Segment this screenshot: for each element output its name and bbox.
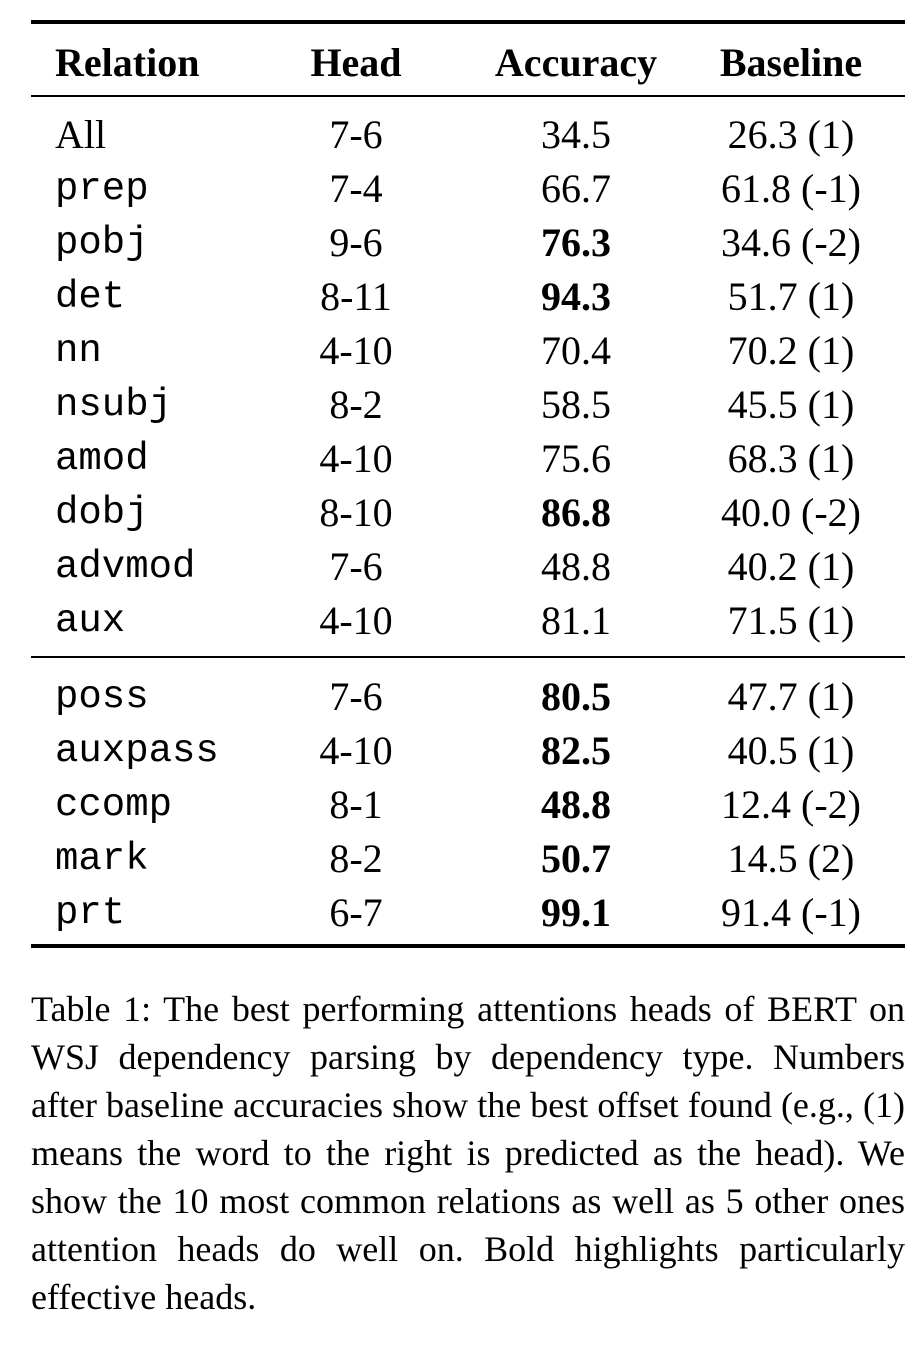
head-cell: 4-10	[319, 436, 393, 481]
table-row	[31, 670, 905, 724]
table-row	[31, 216, 905, 270]
accuracy-cell: 75.6	[541, 436, 611, 481]
table-row	[31, 886, 905, 940]
baseline-cell: 61.8 (-1)	[721, 166, 861, 211]
baseline-cell: 70.2 (1)	[727, 328, 855, 373]
table-row	[31, 832, 905, 886]
baseline-cell: 40.2 (1)	[727, 544, 855, 589]
baseline-cell: 68.3 (1)	[727, 436, 855, 481]
head-cell: 8-2	[329, 836, 383, 881]
head-cell: 8-10	[319, 490, 393, 535]
relation-cell: ccomp	[55, 783, 173, 827]
relation-cell: All	[55, 112, 107, 157]
relation-cell: prep	[55, 167, 149, 211]
baseline-cell: 71.5 (1)	[727, 598, 855, 643]
head-cell: 8-1	[329, 782, 383, 827]
baseline-cell: 34.6 (-2)	[721, 220, 861, 265]
header-row	[31, 36, 905, 90]
relation-cell: mark	[55, 837, 149, 881]
accuracy-cell: 48.8	[541, 782, 611, 827]
table-row	[31, 594, 905, 648]
table-row	[31, 778, 905, 832]
head-cell: 8-2	[329, 382, 383, 427]
relation-cell: auxpass	[55, 729, 219, 773]
baseline-cell: 45.5 (1)	[727, 382, 855, 427]
header-relation: Relation	[55, 40, 200, 85]
accuracy-cell: 66.7	[541, 166, 611, 211]
table-row	[31, 540, 905, 594]
baseline-cell: 40.0 (-2)	[721, 490, 861, 535]
table-row	[31, 108, 905, 162]
accuracy-cell: 82.5	[541, 728, 611, 773]
accuracy-cell: 34.5	[541, 112, 611, 157]
baseline-cell: 26.3 (1)	[727, 112, 855, 157]
top-rule	[31, 20, 905, 24]
relation-cell: pobj	[55, 221, 149, 265]
head-cell: 4-10	[319, 598, 393, 643]
accuracy-cell: 94.3	[541, 274, 611, 319]
accuracy-cell: 58.5	[541, 382, 611, 427]
accuracy-cell: 99.1	[541, 890, 611, 935]
relation-cell: amod	[55, 437, 149, 481]
header-head: Head	[310, 40, 402, 85]
accuracy-cell: 80.5	[541, 674, 611, 719]
table-row	[31, 486, 905, 540]
head-cell: 9-6	[329, 220, 383, 265]
accuracy-cell: 81.1	[541, 598, 611, 643]
table-caption: Table 1: The best performing attentions heads of BERT on WSJ dependency parsing by dependency type. Numbers after baseline accuracies show the best offset found (e.g., (1) means the word to the right is predicted as the head). We show the 10 most common relations as well as 5 other ones attention heads do well on. Bold highlights particularly effective heads.	[31, 989, 905, 1317]
relation-cell: nn	[55, 329, 102, 373]
table-row	[31, 324, 905, 378]
table-row	[31, 724, 905, 778]
head-cell: 4-10	[319, 328, 393, 373]
baseline-cell: 14.5 (2)	[727, 836, 855, 881]
header-accuracy: Accuracy	[494, 40, 658, 85]
relation-cell: advmod	[55, 545, 196, 589]
group-divider-rule	[31, 656, 905, 658]
relation-cell: prt	[55, 891, 126, 935]
baseline-cell: 47.7 (1)	[727, 674, 855, 719]
relation-cell: nsubj	[55, 383, 173, 427]
head-cell: 8-11	[320, 274, 392, 319]
relation-cell: dobj	[55, 491, 149, 535]
relation-cell: det	[55, 275, 126, 319]
header-rule	[31, 95, 905, 97]
baseline-cell: 12.4 (-2)	[721, 782, 861, 827]
accuracy-cell: 86.8	[541, 490, 611, 535]
accuracy-cell: 48.8	[541, 544, 611, 589]
table-row	[31, 162, 905, 216]
accuracy-cell: 70.4	[541, 328, 611, 373]
baseline-cell: 51.7 (1)	[727, 274, 855, 319]
relation-cell: aux	[55, 599, 126, 643]
bottom-rule	[31, 944, 905, 948]
header-baseline: Baseline	[719, 40, 863, 85]
head-cell: 6-7	[329, 890, 383, 935]
head-cell: 7-4	[329, 166, 383, 211]
accuracy-cell: 76.3	[541, 220, 611, 265]
head-cell: 7-6	[329, 544, 383, 589]
table-row	[31, 432, 905, 486]
accuracy-cell: 50.7	[541, 836, 611, 881]
head-cell: 7-6	[329, 112, 383, 157]
head-cell: 7-6	[329, 674, 383, 719]
table-row	[31, 378, 905, 432]
baseline-cell: 40.5 (1)	[727, 728, 855, 773]
head-cell: 4-10	[319, 728, 393, 773]
baseline-cell: 91.4 (-1)	[721, 890, 861, 935]
table-row	[31, 270, 905, 324]
relation-cell: poss	[55, 675, 149, 719]
